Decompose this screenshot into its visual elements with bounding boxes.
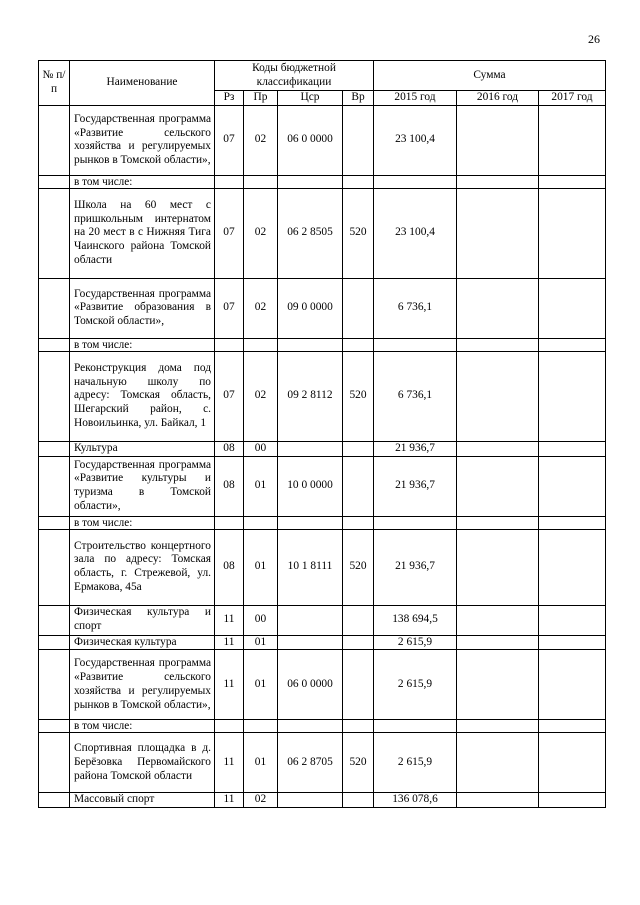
row-csr [278,635,343,650]
row-2017 [539,175,606,188]
row-num [39,529,70,605]
header-num: № п/п [39,61,70,106]
row-pr: 01 [244,733,278,793]
header-vr: Вр [343,91,374,106]
table-row [39,441,606,456]
row-vr [343,720,374,733]
row-name: в том числе: [70,516,215,529]
row-pr: 00 [244,441,278,456]
row-vr [343,441,374,456]
row-2016 [457,278,539,338]
row-2016 [457,650,539,720]
row-rz: 08 [215,441,244,456]
table-row [39,516,606,529]
table-row [39,793,606,808]
header-rz: Рз [215,91,244,106]
table-row [39,278,606,338]
row-rz: 07 [215,188,244,278]
table-row [39,733,606,793]
row-name: Физическая культура [70,635,215,650]
row-2017 [539,720,606,733]
table-row [39,605,606,635]
row-csr [278,516,343,529]
row-csr: 06 2 8505 [278,188,343,278]
row-pr: 02 [244,351,278,441]
row-2017 [539,338,606,351]
row-csr [278,793,343,808]
row-csr [278,441,343,456]
table-row [39,720,606,733]
row-name: Реконструкция дома под начальную школу по адресу: Томская область, Шегарский район, с. Новоильинка, ул. Байкал, 1 [70,351,215,441]
row-2017 [539,188,606,278]
row-csr [278,338,343,351]
row-2015: 21 936,7 [374,456,457,516]
row-num [39,441,70,456]
row-name: Государственная программа «Развитие образования в Томской области», [70,278,215,338]
row-vr [343,793,374,808]
row-pr: 02 [244,278,278,338]
row-num [39,733,70,793]
row-2017 [539,793,606,808]
row-name: Государственная программа «Развитие сельского хозяйства и регулируемых рынков в Томской области», [70,105,215,175]
row-num [39,175,70,188]
row-vr [343,605,374,635]
row-2015: 23 100,4 [374,105,457,175]
row-name: Спортивная площадка в д. Берёзовка Первомайского района Томской области [70,733,215,793]
row-2016 [457,188,539,278]
row-2015: 23 100,4 [374,188,457,278]
row-2016 [457,605,539,635]
row-csr [278,605,343,635]
header-2016: 2016 год [457,91,539,106]
row-pr [244,175,278,188]
row-2015: 21 936,7 [374,441,457,456]
row-name: в том числе: [70,338,215,351]
row-num [39,351,70,441]
table-row [39,351,606,441]
row-num [39,793,70,808]
row-2015: 21 936,7 [374,529,457,605]
header-codes: Коды бюджетной классификации [215,61,374,91]
row-pr: 02 [244,793,278,808]
row-2016 [457,338,539,351]
row-csr: 10 0 0000 [278,456,343,516]
row-rz: 11 [215,635,244,650]
row-csr: 09 2 8112 [278,351,343,441]
table-row [39,635,606,650]
row-rz: 11 [215,605,244,635]
row-rz: 11 [215,793,244,808]
row-2016 [457,793,539,808]
row-2016 [457,529,539,605]
row-csr: 06 2 8705 [278,733,343,793]
row-2015 [374,516,457,529]
row-pr [244,516,278,529]
row-name: Массовый спорт [70,793,215,808]
row-num [39,605,70,635]
row-2015: 6 736,1 [374,278,457,338]
row-name: в том числе: [70,720,215,733]
row-csr [278,175,343,188]
row-2016 [457,720,539,733]
row-num [39,278,70,338]
budget-table [38,60,606,808]
row-2015: 136 078,6 [374,793,457,808]
row-2017 [539,650,606,720]
row-2015 [374,175,457,188]
row-rz: 07 [215,351,244,441]
row-2016 [457,733,539,793]
row-2015: 2 615,9 [374,650,457,720]
row-vr: 520 [343,188,374,278]
row-2016 [457,456,539,516]
row-vr [343,516,374,529]
row-2015: 6 736,1 [374,351,457,441]
row-pr: 02 [244,105,278,175]
row-num [39,720,70,733]
row-2016 [457,175,539,188]
row-pr: 00 [244,605,278,635]
row-2017 [539,105,606,175]
row-2015 [374,720,457,733]
row-vr [343,456,374,516]
row-pr: 01 [244,529,278,605]
row-2017 [539,351,606,441]
row-2017 [539,456,606,516]
row-pr [244,338,278,351]
row-num [39,456,70,516]
row-vr: 520 [343,529,374,605]
row-rz [215,720,244,733]
row-num [39,650,70,720]
row-num [39,338,70,351]
row-2017 [539,278,606,338]
row-rz: 11 [215,650,244,720]
row-2016 [457,635,539,650]
row-num [39,188,70,278]
row-name: Физическая культура и спорт [70,605,215,635]
row-num [39,516,70,529]
row-2016 [457,351,539,441]
header-name: Наименование [70,61,215,106]
row-2015: 2 615,9 [374,733,457,793]
table-row [39,175,606,188]
row-rz: 11 [215,733,244,793]
row-pr: 01 [244,650,278,720]
row-num [39,635,70,650]
row-vr [343,650,374,720]
row-2017 [539,605,606,635]
row-2016 [457,105,539,175]
table-row [39,188,606,278]
row-2016 [457,516,539,529]
row-2017 [539,441,606,456]
row-csr: 06 0 0000 [278,650,343,720]
row-name: Государственная программа «Развитие сельского хозяйства и регулируемых рынков в Томской области», [70,650,215,720]
row-pr [244,720,278,733]
row-num [39,105,70,175]
table-row [39,529,606,605]
row-2015 [374,338,457,351]
row-vr [343,278,374,338]
row-csr: 10 1 8111 [278,529,343,605]
header-pr: Пр [244,91,278,106]
row-rz: 08 [215,529,244,605]
row-csr [278,720,343,733]
row-pr: 02 [244,188,278,278]
row-csr: 06 0 0000 [278,105,343,175]
table-row [39,456,606,516]
row-rz [215,338,244,351]
table-row [39,338,606,351]
row-pr: 01 [244,635,278,650]
row-2017 [539,635,606,650]
row-name: Культура [70,441,215,456]
row-name: Строительство концертного зала по адресу: Томская область, г. Стрежевой, ул. Ермакова, 45а [70,529,215,605]
row-rz: 07 [215,278,244,338]
row-2017 [539,733,606,793]
row-2017 [539,529,606,605]
header-csr: Цср [278,91,343,106]
page-number: 26 [588,32,600,46]
row-vr [343,105,374,175]
row-vr: 520 [343,351,374,441]
row-vr [343,175,374,188]
row-csr: 09 0 0000 [278,278,343,338]
row-vr: 520 [343,733,374,793]
header-2017: 2017 год [539,91,606,106]
row-pr: 01 [244,456,278,516]
row-rz [215,175,244,188]
header-sum: Сумма [374,61,606,91]
header-2015: 2015 год [374,91,457,106]
row-name: Школа на 60 мест с пришкольным интернатом на 20 мест в с Нижняя Тига Чаинского района Томской области [70,188,215,278]
row-rz [215,516,244,529]
table-row [39,650,606,720]
row-name: в том числе: [70,175,215,188]
row-2017 [539,516,606,529]
row-vr [343,338,374,351]
row-name: Государственная программа «Развитие культуры и туризма в Томской области», [70,456,215,516]
row-rz: 07 [215,105,244,175]
row-rz: 08 [215,456,244,516]
row-vr [343,635,374,650]
table-row [39,105,606,175]
row-2016 [457,441,539,456]
row-2015: 2 615,9 [374,635,457,650]
row-2015: 138 694,5 [374,605,457,635]
